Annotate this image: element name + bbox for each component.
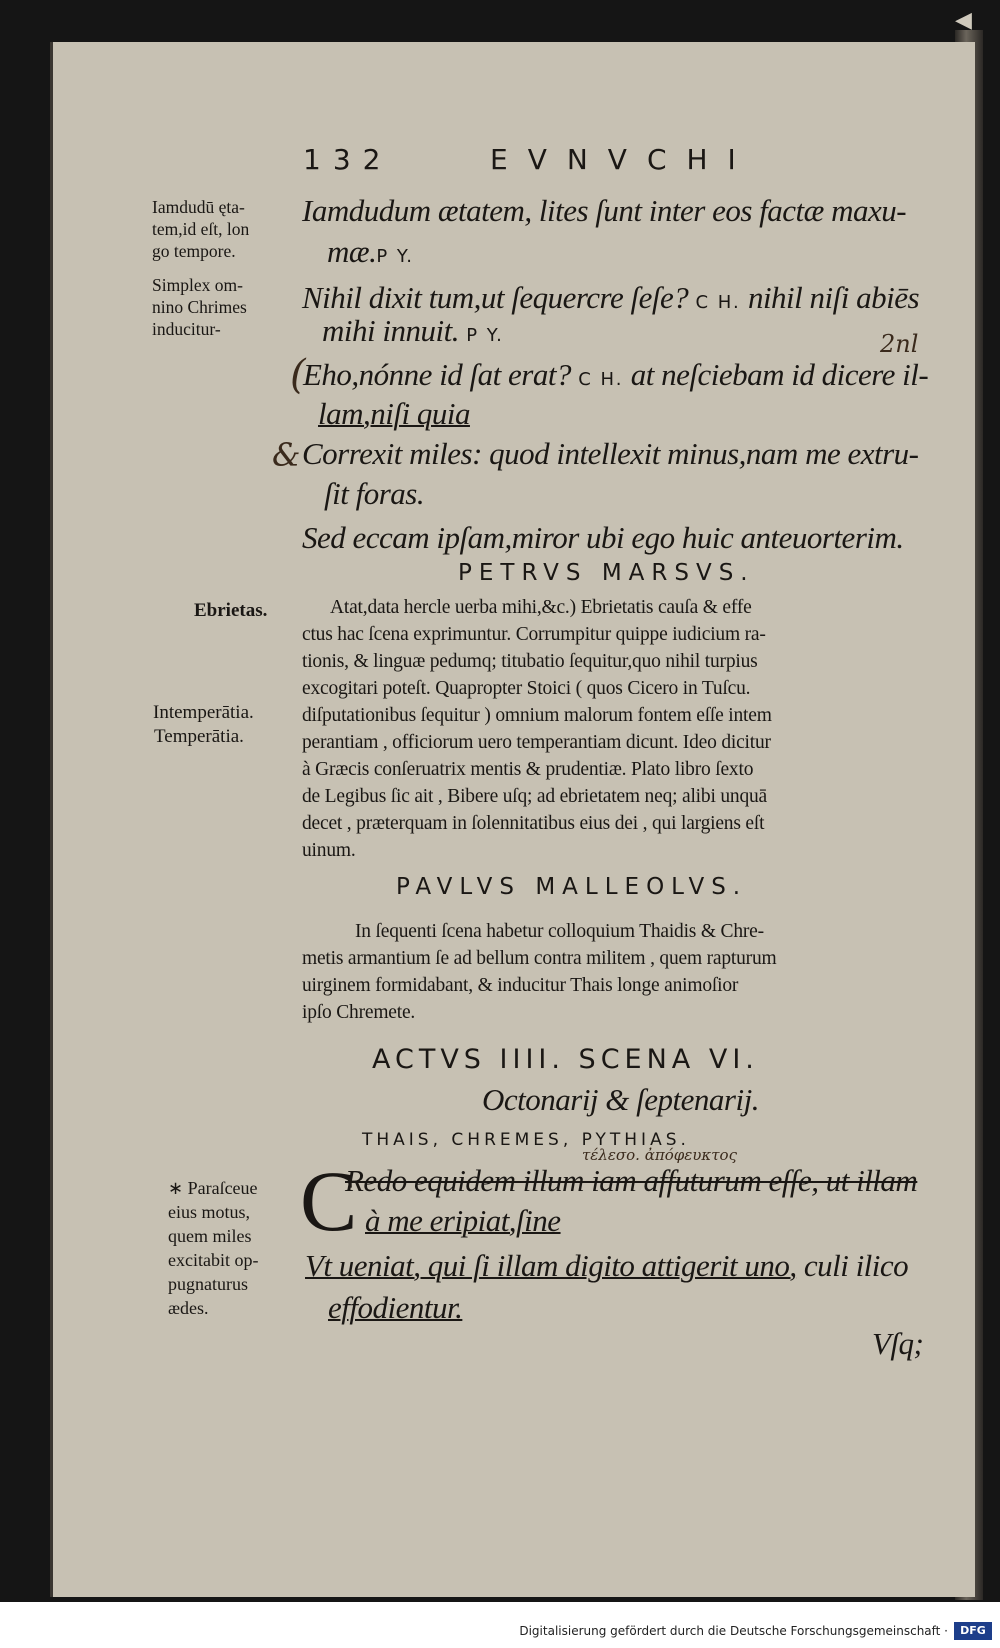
margin-note-parasceue [168, 1176, 258, 1320]
dfg-logo: DFG [954, 1622, 992, 1640]
verse-line-9: Sed eccam ipſam,miror ubi ego huic anteuorterim. [302, 520, 904, 555]
margin-line: eius motus, [168, 1202, 251, 1222]
characters-line: THAIS, CHREMES, PYTHIAS. [362, 1130, 690, 1150]
margin-line: Iamdudū ęta- [152, 197, 245, 217]
verse-bottom-line-2: à me eripiat,ſine [365, 1203, 561, 1238]
act-scene-heading: ACTVS IIII. SCENA VI. [372, 1044, 759, 1075]
verse-bottom-line-3 [305, 1248, 908, 1284]
margin-line: tem,id eſt, lon [152, 219, 250, 239]
handwritten-ampersand: & [272, 436, 301, 474]
commentary-line: ipſo Chremete. [302, 1002, 416, 1023]
margin-line: excitabit op- [168, 1250, 259, 1270]
verse-line-7: Correxit miles: quod intellexit minus,nam me extru- [302, 436, 919, 471]
verse-line-2 [327, 234, 414, 270]
meter-label: Octonarij & ſeptenarij. [482, 1082, 759, 1117]
commentary-line: tionis, & linguæ pedumq; titubatio ſequitur,quo nihil turpius [302, 651, 758, 672]
speaker-ch: C H. [578, 369, 624, 390]
verse-line-5 [303, 357, 928, 393]
verse-text: nihil niſi abiēs [747, 280, 920, 315]
verse-bottom-line-1: Redo equidem illum iam affuturum eſſe, ut illam [345, 1163, 918, 1198]
commentary-line: perantiam , officiorum uero temperantiam dicunt. Ideo dicitur [302, 732, 771, 753]
verse-line-1: Iamdudum ætatem, lites ſunt inter eos factæ maxu- [302, 193, 907, 228]
margin-note-intemperantia: Intemperātia. [153, 702, 254, 723]
commentary-line: metis armantium ſe ad bellum contra militem , quem rapturum [302, 948, 777, 969]
verse-text: mihi innuit. [322, 313, 459, 348]
margin-note-iamdudum [152, 196, 249, 262]
page-number: 132 [303, 143, 393, 176]
margin-line: quem miles [168, 1226, 252, 1246]
handwritten-bracket-mark: ( [290, 352, 306, 398]
verse-text: mæ. [327, 234, 377, 269]
digitization-footer [0, 1602, 1000, 1648]
verse-text: Nihil dixit tum,ut ſequercre ſeſe? [302, 280, 689, 315]
commentary-line: uinum. [302, 840, 356, 861]
handwritten-greek-note: τέλεσο. ἀπόφευκτος [582, 1146, 737, 1164]
footer-credit: Digitalisierung gefördert durch die Deutsche Forschungsgemeinschaft · [519, 1624, 948, 1638]
margin-line: ∗ Paraſceue [168, 1178, 258, 1198]
margin-line: inducitur- [152, 319, 221, 339]
page-corner-mark: ◀ [955, 8, 972, 33]
running-title: EVNVCHI [490, 143, 756, 176]
margin-line: pugnaturus [168, 1274, 248, 1294]
commentary-line: de Legibus ſic ait , Bibere uſq; ad ebrietatem neq; alibi unquā [302, 786, 767, 807]
verse-text: at neſciebam id dicere il- [630, 357, 929, 392]
margin-note-simplex [152, 274, 247, 340]
commentary-line: Atat,data hercle uerba mihi,&c.) Ebrietatis cauſa & effe [330, 597, 752, 618]
margin-line: ædes. [168, 1298, 209, 1318]
catchword: Vſq; [872, 1326, 924, 1361]
commentary-heading-petrus: PETRVS MARSVS. [458, 560, 755, 586]
verse-line-8: ſit foras. [324, 476, 425, 511]
commentary-line: excogitari poteſt. Quapropter Stoici ( quos Cicero in Tuſcu. [302, 678, 751, 699]
margin-line: go tempore. [152, 241, 236, 261]
margin-note-temperantia: Temperātia. [154, 726, 244, 747]
dropcap: C [300, 1153, 358, 1249]
commentary-line: decet , præterquam in ſolennitatibus eius dei , qui largiens eſt [302, 813, 765, 834]
verse-text: culi ilico [803, 1248, 909, 1283]
commentary-heading-paulus: PAVLVS MALLEOLVS. [396, 874, 748, 900]
handwritten-note-right: 2nl [880, 330, 919, 358]
margin-line: Simplex om- [152, 275, 243, 295]
speaker-py: P Y. [466, 325, 504, 346]
speaker-py: P Y. [376, 246, 414, 267]
verse-line-4 [322, 313, 504, 349]
commentary-line: In ſequenti ſcena habetur colloquium Thaidis & Chre- [355, 921, 764, 942]
verse-line-3 [302, 280, 919, 316]
commentary-line: à Græcis conſeruatrix mentis & prudentiæ. Plato libro ſexto [302, 759, 754, 780]
commentary-line: uirginem formidabant, & inducitur Thais longe animoſior [302, 975, 739, 996]
speaker-ch: C H. [695, 292, 741, 313]
commentary-line: diſputationibus ſequitur ) omnium malorum fontem eſſe intem [302, 705, 772, 726]
verse-text: Eho,nónne id ſat erat? [303, 357, 571, 392]
margin-note-ebrietas: Ebrietas. [194, 600, 268, 621]
margin-line: nino Chrimes [152, 297, 247, 317]
verse-bottom-line-4: effodientur. [328, 1290, 463, 1325]
commentary-line: ctus hac ſcena exprimuntur. Corrumpitur quippe iudicium ra- [302, 624, 766, 645]
verse-text: Vt ueniat, qui ſi illam digito attigerit uno, [305, 1248, 797, 1283]
verse-line-6: lam,niſi quia [318, 396, 470, 431]
